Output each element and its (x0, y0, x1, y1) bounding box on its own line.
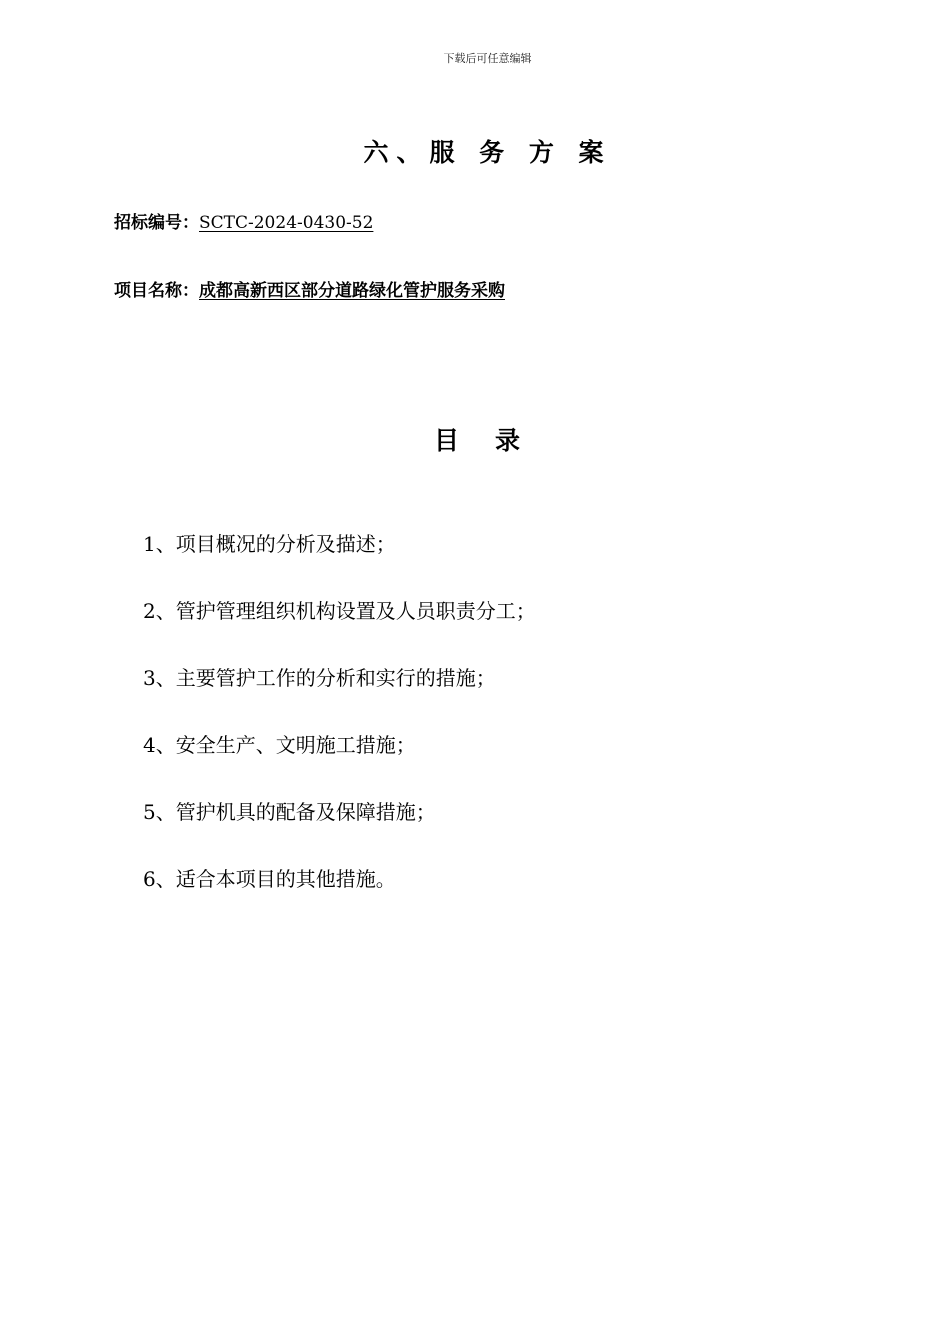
toc-item: 4、安全生产、文明施工措施； (143, 733, 416, 757)
toc-list (143, 530, 536, 932)
tender-number-field (114, 208, 373, 233)
project-name-label: 项目名称： (114, 281, 199, 301)
page-header-note: 下载后可任意编辑 (443, 52, 532, 65)
toc-item: 3、主要管护工作的分析和实行的措施； (143, 666, 496, 690)
document-title: 六、服 务 方 案 (363, 138, 612, 167)
toc-title: 目录 (433, 426, 556, 455)
tender-number-value: SCTC-2024-0430-52 (199, 213, 374, 233)
toc-item: 1、项目概况的分析及描述； (143, 532, 396, 556)
toc-item: 5、管护机具的配备及保障措施； (143, 800, 436, 824)
toc-item: 2、管护管理组织机构设置及人员职责分工； (143, 599, 536, 623)
toc-item: 6、适合本项目的其他措施。 (143, 867, 396, 891)
project-name-field (114, 276, 505, 301)
tender-number-label: 招标编号： (114, 213, 199, 233)
project-name-value: 成都高新西区部分道路绿化管护服务采购 (199, 281, 505, 301)
